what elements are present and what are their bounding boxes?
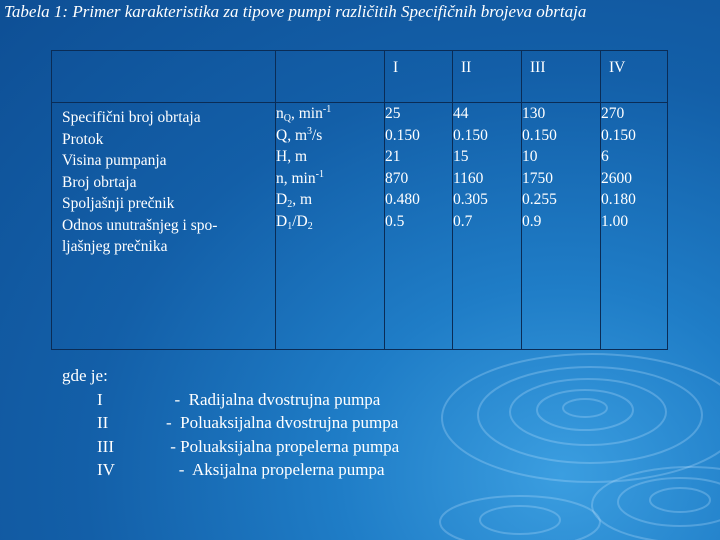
table-cell: 0.5 — [385, 212, 405, 230]
legend-heading: gde je: — [62, 366, 108, 385]
legend-key: II — [97, 413, 109, 432]
header-col-iii: III — [522, 51, 601, 103]
legend-item — [62, 458, 385, 482]
legend-description: - Aksijalna propelerna pumpa — [166, 460, 385, 479]
table-cell: 0.150 — [522, 126, 557, 144]
table-cell: 0.7 — [453, 212, 473, 230]
unit-outer-diameter: $D_2$, m — [276, 191, 313, 210]
table-cell: 0.150 — [385, 126, 420, 144]
table-cell: 270 — [601, 105, 625, 122]
parameter-name: Protok — [62, 130, 104, 148]
table-cell: 2600 — [601, 169, 632, 187]
parameter-name: ljašnjeg prečnika — [62, 238, 168, 255]
legend-key: III — [97, 436, 114, 456]
header-col-iv: IV — [601, 51, 668, 103]
parameter-units-cell — [276, 103, 385, 350]
table-cell: 0.150 — [453, 126, 488, 144]
table-cell: 44 — [453, 105, 469, 122]
table-cell: 0.150 — [601, 126, 636, 144]
legend-item — [62, 435, 400, 459]
legend-key: IV — [97, 460, 115, 479]
unit-head: H, m — [276, 148, 307, 165]
parameter-name: Specifični broj obrtaja — [62, 109, 201, 126]
legend-description: - Radijalna dvostrujna pumpa — [166, 389, 381, 409]
unit-flow: Q, $m^3/s$ — [276, 125, 323, 144]
table-cell: 15 — [453, 148, 469, 165]
table-cell: 1.00 — [601, 212, 629, 230]
column-iv-values — [601, 103, 668, 350]
parameter-names-cell — [52, 103, 276, 350]
parameter-name: Spoljašnji prečnik — [62, 195, 175, 212]
column-i-values — [385, 103, 453, 350]
table-header-row — [52, 51, 668, 103]
parameter-name: Odnos unutrašnjeg i spo- — [62, 216, 218, 234]
unit-specific-speed: $n_Q$, $\min^{-1}$ — [276, 104, 332, 124]
header-empty-cell — [52, 51, 276, 103]
parameter-name: Broj obrtaja — [62, 173, 137, 191]
table-cell: 0.180 — [601, 191, 636, 208]
table-body-row — [52, 103, 668, 350]
legend-description: - Poluaksijalna propelerna pumpa — [166, 436, 400, 456]
table-cell: 870 — [385, 169, 409, 187]
table-cell: 25 — [385, 105, 401, 122]
table-cell: 0.305 — [453, 191, 488, 208]
table-cell: 21 — [385, 148, 401, 165]
legend-item — [62, 411, 399, 435]
legend-key: I — [97, 389, 103, 409]
unit-speed: n, $\min^{-1}$ — [276, 168, 324, 187]
parameter-name: Visina pumpanja — [62, 152, 167, 169]
pump-characteristics-table — [51, 50, 668, 350]
table-cell: 6 — [601, 148, 609, 165]
header-empty-cell — [276, 51, 385, 103]
legend — [62, 364, 400, 482]
legend-description: - Poluaksijalna dvostrujna pumpa — [166, 413, 399, 432]
unit-diameter-ratio: $D_1/D_2$ — [276, 212, 313, 232]
header-col-ii: II — [453, 51, 522, 103]
table-cell: 130 — [522, 105, 546, 122]
table-cell: 0.480 — [385, 191, 420, 208]
header-col-i: I — [385, 51, 453, 103]
table-cell: 0.9 — [522, 212, 542, 230]
table-cell: 10 — [522, 148, 538, 165]
page-title: Tabela 1: Primer karakteristika za tipove pumpi različitih Specifičnih brojeva obrtaja — [4, 2, 587, 21]
table-cell: 0.255 — [522, 191, 557, 208]
column-iii-values — [522, 103, 601, 350]
table-cell: 1750 — [522, 169, 553, 187]
legend-item — [62, 388, 381, 412]
column-ii-values — [453, 103, 522, 350]
table-cell: 1160 — [453, 169, 484, 187]
